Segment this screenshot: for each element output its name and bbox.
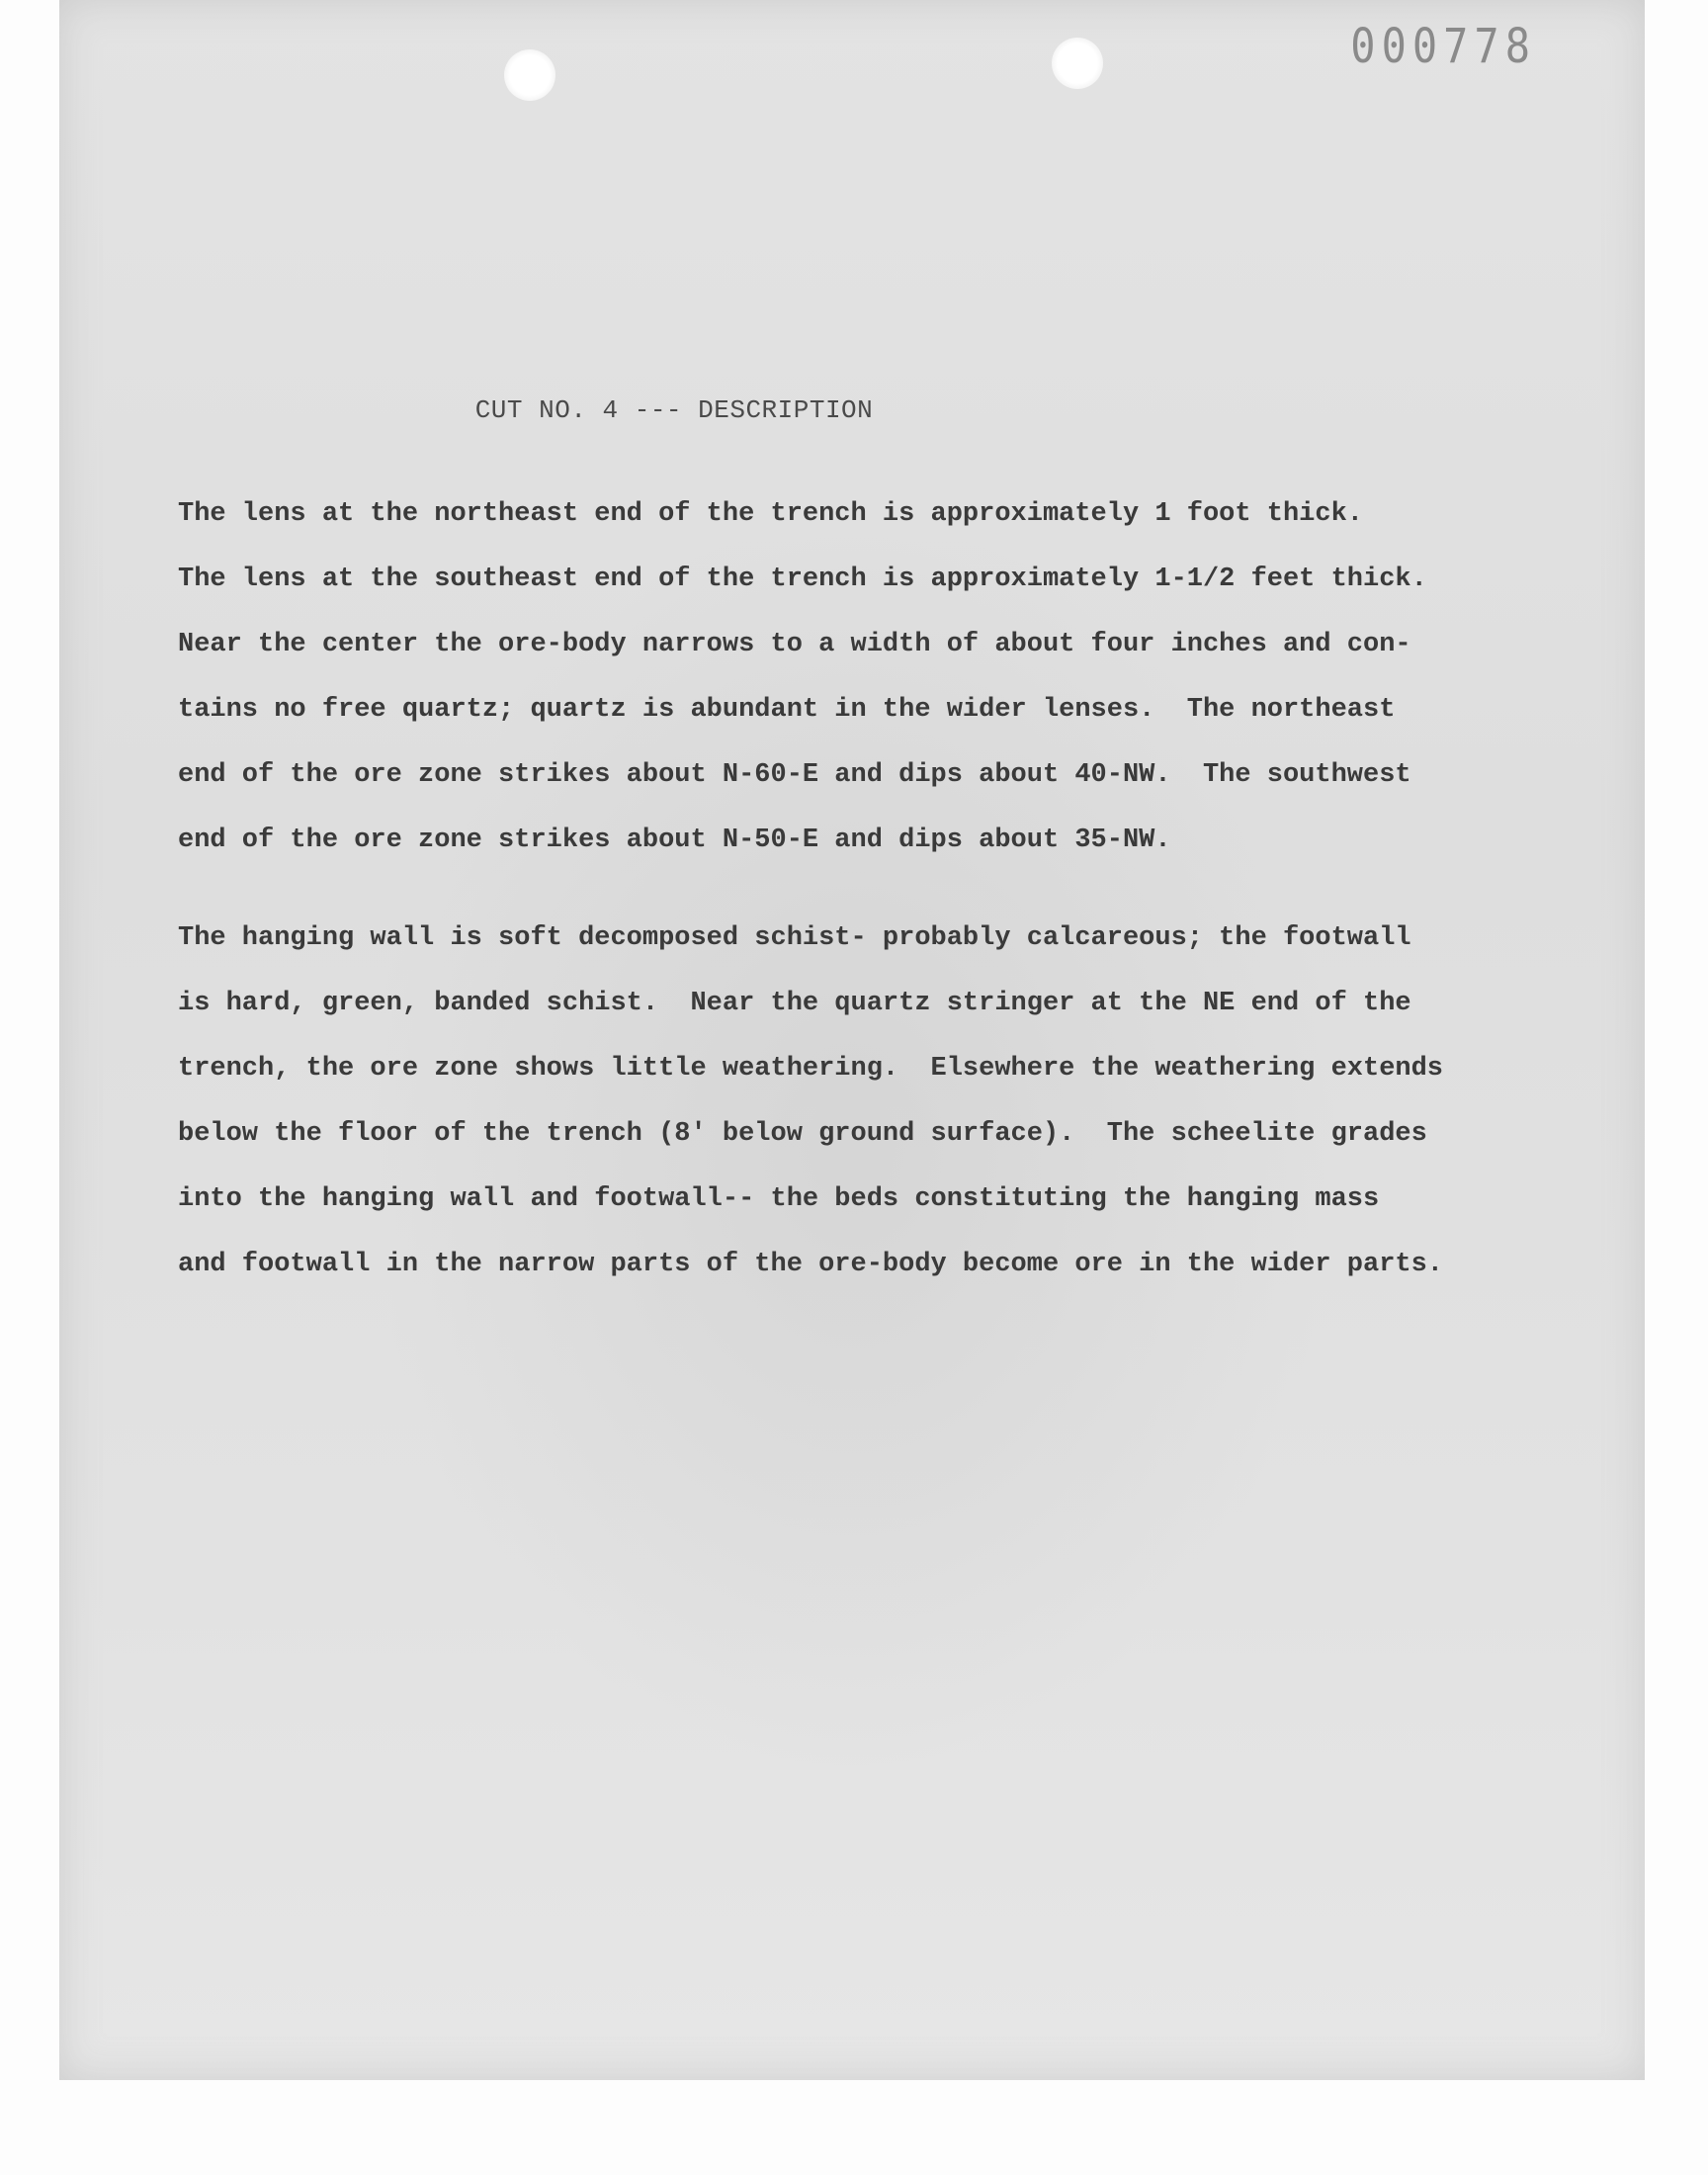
text-line: tains no free quartz; quartz is abundant in the wider lenses. The northeast bbox=[178, 695, 1396, 725]
text-line: below the floor of the trench (8' below ground surface). The scheelite grades bbox=[178, 1119, 1427, 1149]
text-line: end of the ore zone strikes about N-60-E and dips about 40-NW. The southwest bbox=[178, 760, 1411, 790]
document-title: CUT NO. 4 --- DESCRIPTION bbox=[474, 395, 874, 425]
text-line: into the hanging wall and footwall-- the beds constituting the hanging mass bbox=[178, 1184, 1380, 1214]
punch-hole-left bbox=[504, 49, 555, 101]
punch-hole-right bbox=[1052, 38, 1103, 89]
text-line: The hanging wall is soft decomposed schist- probably calcareous; the footwall bbox=[178, 923, 1411, 953]
text-line: Near the center the ore-body narrows to a width of about four inches and con- bbox=[178, 630, 1411, 659]
paragraph-1 bbox=[178, 481, 1562, 873]
page-number-stamp: 000778 bbox=[1350, 18, 1536, 74]
text-line: and footwall in the narrow parts of the ore-body become ore in the wider parts. bbox=[178, 1250, 1444, 1279]
text-line: end of the ore zone strikes about N-50-E and dips about 35-NW. bbox=[178, 826, 1171, 855]
paper-sheet bbox=[59, 0, 1645, 2080]
text-line: trench, the ore zone shows little weathering. Elsewhere the weathering extends bbox=[178, 1054, 1444, 1084]
paragraph-2 bbox=[178, 906, 1562, 1297]
text-line: The lens at the northeast end of the trench is approximately 1 foot thick. bbox=[178, 499, 1363, 529]
text-line: is hard, green, banded schist. Near the quartz stringer at the NE end of the bbox=[178, 989, 1411, 1018]
text-line: The lens at the southeast end of the trench is approximately 1-1/2 feet thick. bbox=[178, 565, 1427, 594]
